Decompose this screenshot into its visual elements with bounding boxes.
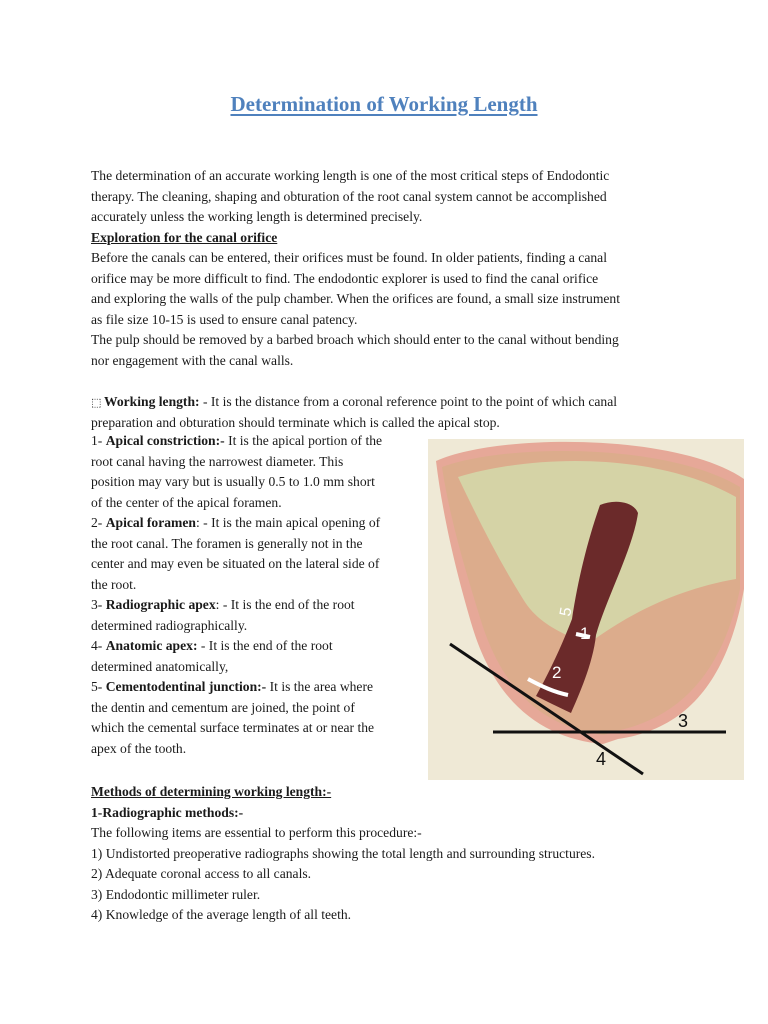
methods-item: 3) Endodontic millimeter ruler.: [91, 886, 261, 902]
definition-text: the dentin and cementum are joined, the point of: [91, 699, 355, 715]
definition-text: : - It is the end of the root: [215, 597, 355, 612]
definition-text: center and may even be situated on the lateral side of: [91, 556, 380, 571]
definition-number: 2-: [91, 515, 106, 530]
exploration-line: nor engagement with the canal walls.: [91, 352, 294, 368]
methods-item: 4) Knowledge of the average length of all teeth.: [91, 907, 352, 922]
exploration-line: The pulp should be removed by a barbed broach which should enter to the canal without bending: [91, 332, 619, 347]
exploration-line: Before the canals can be entered, their orifices must be found. In older patients, finding a canal: [91, 250, 607, 265]
intro-line: The determination of an accurate working length is one of the most critical steps of Endodontic: [91, 168, 610, 183]
intro-line: therapy. The cleaning, shaping and obturation of the root canal system cannot be accomplished: [91, 188, 607, 204]
root-apex-diagram: [428, 439, 744, 780]
definition-cementodentinal-junction: [91, 677, 382, 698]
definition-text: It is the area where: [266, 679, 374, 694]
intro-line: accurately unless the working length is determined precisely.: [91, 209, 423, 224]
figure-label-2: 2: [552, 663, 562, 682]
figure-label-3: 3: [678, 711, 689, 731]
methods-heading: Methods of determining working length:-: [91, 784, 332, 799]
exploration-line: as file size 10-15 is used to ensure canal patency.: [91, 311, 358, 327]
definition-number: 5-: [91, 679, 106, 694]
figure-label-4: 4: [596, 749, 607, 769]
methods-item: 1) Undistorted preoperative radiographs showing the total length and surrounding structures.: [91, 845, 595, 861]
exploration-line: orifice may be more difficult to find. The endodontic explorer is used to find the canal orifice: [91, 270, 599, 286]
definition-text: determined radiographically.: [91, 617, 248, 633]
definition-text: determined anatomically,: [91, 658, 229, 674]
definition-text: apex of the tooth.: [91, 740, 187, 756]
definition-term: Apical foramen: [105, 515, 196, 530]
definitions-list: [91, 431, 382, 759]
definition-anatomic-apex: [91, 636, 382, 657]
definition-text: position may vary but is usually 0.5 to 1.0 mm short: [91, 474, 375, 489]
definition-radiographic-apex: [91, 595, 382, 616]
definition-text: root canal having the narrowest diameter. This: [91, 453, 344, 469]
definition-number: 3-: [91, 597, 106, 612]
definition-number: 1-: [91, 433, 106, 448]
intro-paragraph: [91, 166, 620, 434]
definition-text: : - It is the main apical opening of: [195, 515, 381, 530]
definition-text: the root.: [91, 576, 137, 592]
definition-text: It is the apical portion of the: [224, 433, 383, 448]
definition-text: - It is the end of the root: [197, 638, 333, 653]
working-length-line-2: preparation and obturation should terminate which is called the apical stop.: [91, 415, 500, 430]
figure-label-5: 5: [557, 605, 576, 618]
definition-text: which the cemental surface terminates at or near the: [91, 720, 375, 735]
definition-term: Cementodentinal junction:-: [105, 679, 267, 694]
working-length-line: [91, 392, 620, 414]
methods-item: 2) Adequate coronal access to all canals.: [91, 866, 312, 881]
page-title: Determination of Working Length: [230, 92, 538, 116]
definition-text: of the center of the apical foramen.: [91, 494, 282, 510]
figure-label-1: 1: [580, 624, 590, 643]
definition-term: Radiographic apex: [105, 597, 216, 612]
definition-apical-foramen: [91, 513, 382, 534]
methods-section: [91, 782, 595, 926]
working-length-text: - It is the distance from a coronal reference point to the point of which canal: [199, 393, 618, 409]
working-length-label: Working length:: [104, 393, 200, 409]
definition-term: Anatomic apex:: [105, 638, 198, 653]
definition-apical-constriction: [91, 431, 382, 452]
definition-term: Apical constriction:-: [105, 433, 225, 448]
definition-text: the root canal. The foramen is generally not in the: [91, 535, 363, 551]
exploration-line: and exploring the walls of the pulp chamber. When the orifices are found, a small size instrument: [91, 291, 620, 306]
bullet-icon: ⬚: [91, 396, 102, 409]
definition-number: 4-: [91, 638, 106, 653]
exploration-heading: Exploration for the canal orifice: [91, 229, 278, 245]
methods-subheading: 1-Radiographic methods:-: [91, 804, 244, 820]
methods-intro: The following items are essential to perform this procedure:-: [91, 825, 422, 840]
